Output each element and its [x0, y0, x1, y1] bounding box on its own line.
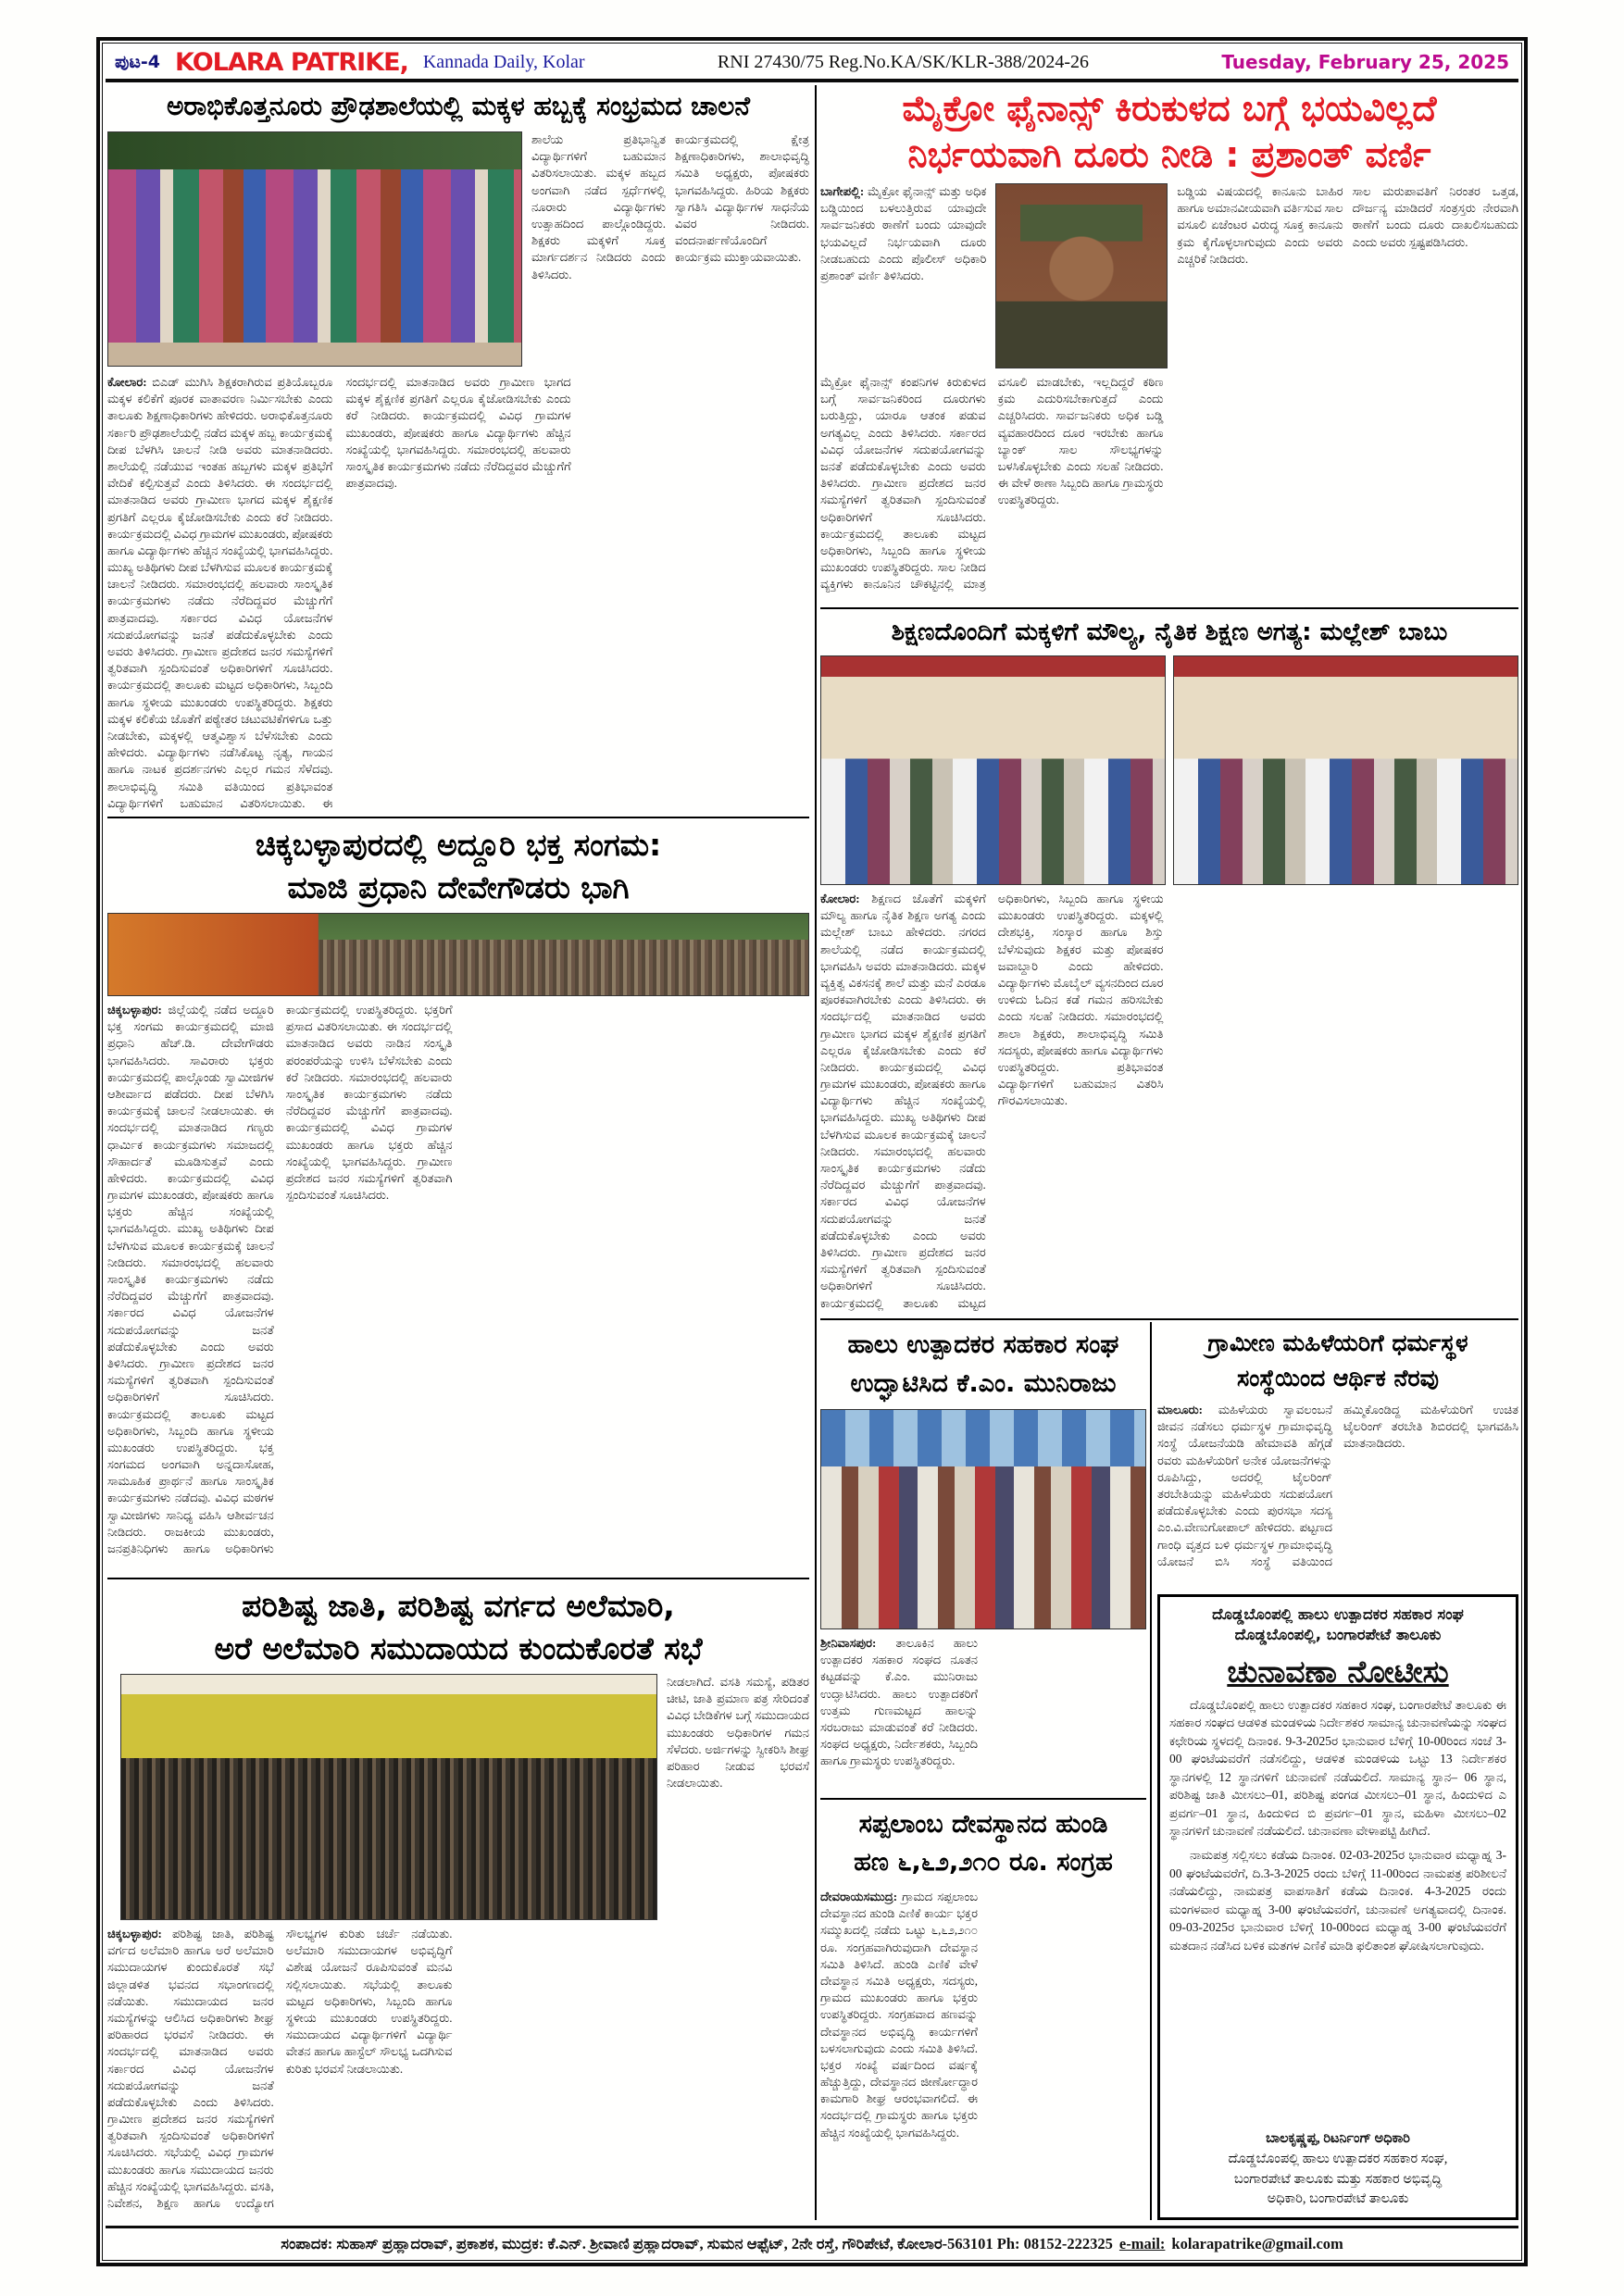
grievance-meet-dateline: ಚಿಕ್ಕಬಳ್ಳಾಪುರ:: [107, 1927, 162, 1940]
temple-hundi-dateline: ದೇವರಾಯಸಮುದ್ರ:: [820, 1890, 898, 1903]
notice-paragraph-2: ನಾಮಪತ್ರ ಸಲ್ಲಿಸಲು ಕಡೆಯ ದಿನಾಂಕ. 02-03-2025ರ ಭಾನುವಾರ ಮಧ್ಯಾಹ್ನ 3-00 ಘಂಟೆಯವರೆಗೆ, ದಿ.3-3-2025 ರಂದು ಬೆಳಿಗ್ಗೆ 11-00ರಿಂದ ನಾಮಪತ್ರ ಪರಿಶೀಲನೆ ನಡೆಯಲಿದ್ದು, ನಾಮಪತ್ರ ವಾಪಸಾತಿಗೆ ಕಡೆಯ ದಿನಾಂಕ. 4-3-2025 ರಂದು ಮಂಗಳವಾರ ಮಧ್ಯಾಹ್ನ 3-00 ಘಂಟೆಯವರೆಗೆ, ಚುನಾವಣೆ ಅಗತ್ಯವಾದಲ್ಲಿ ದಿನಾಂಕ. 09-03-2025ರ ಭಾನುವಾರ ಬೆಳಿಗ್ಗೆ 10-00ರಿಂದ ಮಧ್ಯಾಹ್ನ 3-00 ಘಂಟೆಯವರೆಗೆ ಮತದಾನ ನಡೆಸಿದ ಬಳಿಕ ಮತಗಳ ಎಣಿಕೆ ಮಾಡಿ ಫಲಿತಾಂಶ ಘೋಷಿಸಲಾಗುವುದು.: [1169, 1848, 1506, 1953]
notice-signatory-line3: ಬಂಗಾರಪೇಟೆ ತಾಲೂಕು ಮತ್ತು ಸಹಕಾರ ಅಭಿವೃದ್ಧಿ: [1233, 2171, 1443, 2187]
issue-date: Tuesday, February 25, 2025: [1221, 51, 1509, 73]
headline-bhakta-sangama: ಚಿಕ್ಕಬಳ್ಳಾಪುರದಲ್ಲಿ ಅದ್ದೂರಿ ಭಕ್ತ ಸಂಗಮ: ಮಾಜಿ ಪ್ರಧಾನಿ ದೇವೇಗೌಡರು ಭಾಗಿ: [255, 827, 662, 905]
notice-society-place: ದೊಡ್ಡಬೊಂಪಲ್ಲಿ, ಬಂಗಾರಪೇಟೆ ತಾಲೂಕು: [1234, 1626, 1442, 1644]
children-fest-body-text: ಬಿಎಡ್ ಮುಗಿಸಿ ಶಿಕ್ಷಕರಾಗಿರುವ ಪ್ರತಿಯೊಬ್ಬರೂ ಮಕ್ಕಳ ಕಲಿಕೆಗೆ ಪೂರಕ ವಾತಾವರಣ ನಿರ್ಮಿಸಬೇಕು ಎಂದು ತಾಲೂಕು ಶಿಕ್ಷಣಾಧಿಕಾರಿಗಳು ಹೇಳಿದರು. ಅರಾಭಿಕೊತ್ತನೂರು ಸರ್ಕಾರಿ ಪ್ರೌಢಶಾಲೆಯಲ್ಲಿ ನಡೆದ ಮಕ್ಕಳ ಹಬ್ಬ ಕಾರ್ಯಕ್ರಮಕ್ಕೆ ದೀಪ ಬೆಳಗಿಸಿ ಚಾಲನೆ ನೀಡಿ ಅವರು ಮಾತನಾಡಿದರು. ಶಾಲೆಯಲ್ಲಿ ನಡೆಯುವ ಇಂತಹ ಹಬ್ಬಗಳು ಮಕ್ಕಳ ಪ್ರತಿಭೆಗೆ ವೇದಿಕೆ ಕಲ್ಪಿಸುತ್ತವೆ ಎಂದು ತಿಳಿಸಿದರು. ಈ ಸಂದರ್ಭದಲ್ಲಿ ಮಾತನಾಡಿದ ಅವರು ಗ್ರಾಮೀಣ ಭಾಗದ ಮಕ್ಕಳ ಶೈಕ್ಷಣಿಕ ಪ್ರಗತಿಗೆ ಎಲ್ಲರೂ ಕೈಜೋಡಿಸಬೇಕು ಎಂದು ಕರೆ ನೀಡಿದರು. ಕಾರ್ಯಕ್ರಮದಲ್ಲಿ ವಿವಿಧ ಗ್ರಾಮಗಳ ಮುಖಂಡರು, ಪೋಷಕರು ಹಾಗೂ ವಿದ್ಯಾರ್ಥಿಗಳು ಹೆಚ್ಚಿನ ಸಂಖ್ಯೆಯಲ್ಲಿ ಭಾಗವಹಿಸಿದ್ದರು. ಮುಖ್ಯ ಅತಿಥಿಗಳು ದೀಪ ಬೆಳಗಿಸುವ ಮೂಲಕ ಕಾರ್ಯಕ್ರಮಕ್ಕೆ ಚಾಲನೆ ನೀಡಿದರು. ಸಮಾರಂಭದಲ್ಲಿ ಹಲವಾರು ಸಾಂಸ್ಕೃತಿಕ ಕಾರ್ಯಕ್ರಮಗಳು ನಡೆದು ನೆರೆದಿದ್ದವರ ಮೆಚ್ಚುಗೆಗೆ ಪಾತ್ರವಾದವು. ಸರ್ಕಾರದ ವಿವಿಧ ಯೋಜನೆಗಳ ಸದುಪಯೋಗವನ್ನು ಜನತೆ ಪಡೆದುಕೊಳ್ಳಬೇಕು ಎಂದು ಅವರು ತಿಳಿಸಿದರು. ಗ್ರಾಮೀಣ ಪ್ರದೇಶದ ಜನರ ಸಮಸ್ಯೆಗಳಿಗೆ ತ್ವರಿತವಾಗಿ ಸ್ಪಂದಿಸುವಂತೆ ಅಧಿಕಾರಿಗಳಿಗೆ ಸೂಚಿಸಿದರು. ಕಾರ್ಯಕ್ರಮದಲ್ಲಿ ತಾಲೂಕು ಮಟ್ಟದ ಅಧಿಕಾರಿಗಳು, ಸಿಬ್ಬಂದಿ ಹಾಗೂ ಸ್ಥಳೀಯ ಮುಖಂಡರು ಉಪಸ್ಥಿತರಿದ್ದರು. ಶಿಕ್ಷಕರು ಮಕ್ಕಳ ಕಲಿಕೆಯ ಜೊತೆಗೆ ಪಠ್ಯೇತರ ಚಟುವಟಿಕೆಗಳಿಗೂ ಒತ್ತು ನೀಡಬೇಕು, ಮಕ್ಕಳಲ್ಲಿ ಆತ್ಮವಿಶ್ವಾಸ ಬೆಳೆಸಬೇಕು ಎಂದು ಹೇಳಿದರು. ವಿದ್ಯಾರ್ಥಿಗಳು ನಡೆಸಿಕೊಟ್ಟ ನೃತ್ಯ, ಗಾಯನ ಹಾಗೂ ನಾಟಕ ಪ್ರದರ್ಶನಗಳು ಎಲ್ಲರ ಗಮನ ಸೆಳೆದವು. ಶಾಲಾಭಿವೃದ್ಧಿ ಸಮಿತಿ ವತಿಯಿಂದ ಪ್ರತಿಭಾವಂತ ವಿದ್ಯಾರ್ಥಿಗಳಿಗೆ ಬಹುಮಾನ ವಿತರಿಸಲಾಯಿತು. ಈ ಸಂದರ್ಭದಲ್ಲಿ ಮಾತನಾಡಿದ ಅವರು ಗ್ರಾಮೀಣ ಭಾಗದ ಮಕ್ಕಳ ಶೈಕ್ಷಣಿಕ ಪ್ರಗತಿಗೆ ಎಲ್ಲರೂ ಕೈಜೋಡಿಸಬೇಕು ಎಂದು ಕರೆ ನೀಡಿದರು. ಕಾರ್ಯಕ್ರಮದಲ್ಲಿ ವಿವಿಧ ಗ್ರಾಮಗಳ ಮುಖಂಡರು, ಪೋಷಕರು ಹಾಗೂ ವಿದ್ಯಾರ್ಥಿಗಳು ಹೆಚ್ಚಿನ ಸಂಖ್ಯೆಯಲ್ಲಿ ಭಾಗವಹಿಸಿದ್ದರು. ಸಮಾರಂಭದಲ್ಲಿ ಹಲವಾರು ಸಾಂಸ್ಕೃತಿಕ ಕಾರ್ಯಕ್ರಮಗಳು ನಡೆದು ನೆರೆದಿದ್ದವರ ಮೆಚ್ಚುಗೆಗೆ ಪಾತ್ರವಾದವು.: [107, 375, 571, 810]
notice-signatory-name: ಬಾಲಕೃಷ್ಣಪ್ಪ, ರಿಟರ್ನಿಂಗ್ ಅಧಿಕಾರಿ: [1266, 2131, 1410, 2146]
imprint-footer: [106, 2226, 1518, 2259]
bhakta-sangama-photo: [107, 913, 809, 996]
milk-union-photo: [820, 1409, 1146, 1629]
headline-grievance-meet: ಪರಿಶಿಷ್ಟ ಜಾತಿ, ಪರಿಶಿಷ್ಟ ವರ್ಗದ ಅಲೆಮಾರಿ, ಅರೆ ಅಲೆಮಾರಿ ಸಮುದಾಯದ ಕುಂದುಕೊರತೆ ಸಭೆ: [214, 1588, 703, 1666]
bhakta-sangama-body: [107, 1002, 809, 1574]
rule-under-milk-union: [820, 1798, 1146, 1800]
newspaper-tagline: Kannada Daily, Kolar: [422, 51, 585, 72]
micro-finance-side-col3: ಸಾಲ ಮರುಪಾವತಿಗೆ ನಿರಂತರ ಒತ್ತಡ, ದೌರ್ಜನ್ಯ ಮಾಡಿದರೆ ಸಂತ್ರಸ್ತರು ನೇರವಾಗಿ ಠಾಣೆಗೆ ಬಂದು ದೂರು ದಾಖಲಿಸಬಹುದು ಎಂದು ಅವರು ಸ್ಪಷ್ಟಪಡಿಸಿದರು.: [1352, 184, 1518, 249]
masthead: [106, 45, 1518, 82]
notice-signatory-line2: ದೊಡ್ಡಬೊಂಪಲ್ಲಿ ಹಾಲು ಉತ್ಪಾದಕರ ಸಹಕಾರ ಸಂಘ,: [1228, 2151, 1448, 2166]
temple-hundi-body: [820, 1889, 1146, 2220]
email-address: kolarapatrike@gmail.com: [1171, 2234, 1343, 2252]
value-education-dateline: ಕೋಲಾರ:: [820, 892, 860, 905]
page-frame: [96, 37, 1528, 2266]
children-fest-side-col1: ಶಾಲೆಯ ಪ್ರತಿಭಾನ್ವಿತ ವಿದ್ಯಾರ್ಥಿಗಳಿಗೆ ಬಹುಮಾನ ವಿತರಿಸಲಾಯಿತು. ಮಕ್ಕಳ ಹಬ್ಬದ ಅಂಗವಾಗಿ ನಡೆದ ಸ್ಪರ್ಧೆಗಳಲ್ಲಿ ನೂರಾರು ವಿದ್ಯಾರ್ಥಿಗಳು ಉತ್ಸಾಹದಿಂದ ಪಾಲ್ಗೊಂಡಿದ್ದರು. ಶಿಕ್ಷಕರು ಮಕ್ಕಳಿಗೆ ಸೂಕ್ತ ಮಾರ್ಗದರ್ಶನ ನೀಡಿದರು ಎಂದು ತಿಳಿಸಿದರು.: [531, 132, 666, 281]
temple-hundi-body-text: ಗ್ರಾಮದ ಸಪ್ಪಲಾಂಬ ದೇವಸ್ಥಾನದ ಹುಂಡಿ ಎಣಿಕೆ ಕಾರ್ಯ ಭಕ್ತರ ಸಮ್ಮುಖದಲ್ಲಿ ನಡೆದು ಒಟ್ಟು ೬,೬೨,೨೧೦ ರೂ. ಸಂಗ್ರಹವಾಗಿರುವುದಾಗಿ ದೇವಸ್ಥಾನ ಸಮಿತಿ ತಿಳಿಸಿದೆ. ಹುಂಡಿ ಎಣಿಕೆ ವೇಳೆ ದೇವಸ್ಥಾನ ಸಮಿತಿ ಅಧ್ಯಕ್ಷರು, ಸದಸ್ಯರು, ಗ್ರಾಮದ ಮುಖಂಡರು ಹಾಗೂ ಭಕ್ತರು ಉಪಸ್ಥಿತರಿದ್ದರು. ಸಂಗ್ರಹವಾದ ಹಣವನ್ನು ದೇವಸ್ಥಾನದ ಅಭಿವೃದ್ಧಿ ಕಾರ್ಯಗಳಿಗೆ ಬಳಸಲಾಗುವುದು ಎಂದು ಸಮಿತಿ ತಿಳಿಸಿದೆ. ಭಕ್ತರ ಸಂಖ್ಯೆ ವರ್ಷದಿಂದ ವರ್ಷಕ್ಕೆ ಹೆಚ್ಚುತ್ತಿದ್ದು, ದೇವಸ್ಥಾನದ ಜೀರ್ಣೋದ್ಧಾರ ಕಾಮಗಾರಿ ಶೀಘ್ರ ಆರಂಭವಾಗಲಿದೆ. ಈ ಸಂದರ್ಭದಲ್ಲಿ ಗ್ರಾಮಸ್ಥರು ಹಾಗೂ ಭಕ್ತರು ಹೆಚ್ಚಿನ ಸಂಖ್ಯೆಯಲ್ಲಿ ಭಾಗವಹಿಸಿದ್ದರು.: [820, 1890, 978, 2140]
grievance-meet-side-col: ನೀಡಲಾಗಿದೆ. ವಸತಿ ಸಮಸ್ಯೆ, ಪಡಿತರ ಚೀಟಿ, ಜಾತಿ ಪ್ರಮಾಣ ಪತ್ರ ಸೇರಿದಂತೆ ವಿವಿಧ ಬೇಡಿಕೆಗಳ ಬಗ್ಗೆ ಸಮುದಾಯದ ಮುಖಂಡರು ಅಧಿಕಾರಿಗಳ ಗಮನ ಸೆಳೆದರು. ಅರ್ಜಿಗಳನ್ನು ಸ್ವೀಕರಿಸಿ ಶೀಘ್ರ ಪರಿಹಾರ ನೀಡುವ ಭರವಸೆ ನೀಡಲಾಯಿತು.: [667, 1675, 809, 1791]
children-fest-body: [107, 374, 809, 813]
email-label: e-mail:: [1118, 2234, 1166, 2252]
grievance-meet-body: [107, 1926, 809, 2220]
milk-union-dateline: ಶ್ರೀನಿವಾಸಪುರ:: [820, 1636, 877, 1650]
page-number-label: ಪುಟ-4: [115, 52, 160, 72]
headline-micro-finance: ಮೈಕ್ರೋ ಫೈನಾನ್ಸ್ ಕಿರುಕುಳದ ಬಗ್ಗೆ ಭಯವಿಲ್ಲದೆ ನಿರ್ಭಯವಾಗಿ ದೂರು ನೀಡಿ : ಪ್ರಶಾಂತ್ ವರ್ಣಿ: [902, 88, 1437, 175]
value-education-body-text: ಶಿಕ್ಷಣದ ಜೊತೆಗೆ ಮಕ್ಕಳಿಗೆ ಮೌಲ್ಯ ಹಾಗೂ ನೈತಿಕ ಶಿಕ್ಷಣ ಅಗತ್ಯ ಎಂದು ಮಲ್ಲೇಶ್ ಬಾಬು ಹೇಳಿದರು. ನಗರದ ಶಾಲೆಯಲ್ಲಿ ನಡೆದ ಕಾರ್ಯಕ್ರಮದಲ್ಲಿ ಭಾಗವಹಿಸಿ ಅವರು ಮಾತನಾಡಿದರು. ಮಕ್ಕಳ ವ್ಯಕ್ತಿತ್ವ ವಿಕಸನಕ್ಕೆ ಶಾಲೆ ಮತ್ತು ಮನೆ ಎರಡೂ ಪೂರಕವಾಗಿರಬೇಕು ಎಂದು ತಿಳಿಸಿದರು. ಈ ಸಂದರ್ಭದಲ್ಲಿ ಮಾತನಾಡಿದ ಅವರು ಗ್ರಾಮೀಣ ಭಾಗದ ಮಕ್ಕಳ ಶೈಕ್ಷಣಿಕ ಪ್ರಗತಿಗೆ ಎಲ್ಲರೂ ಕೈಜೋಡಿಸಬೇಕು ಎಂದು ಕರೆ ನೀಡಿದರು. ಕಾರ್ಯಕ್ರಮದಲ್ಲಿ ವಿವಿಧ ಗ್ರಾಮಗಳ ಮುಖಂಡರು, ಪೋಷಕರು ಹಾಗೂ ವಿದ್ಯಾರ್ಥಿಗಳು ಹೆಚ್ಚಿನ ಸಂಖ್ಯೆಯಲ್ಲಿ ಭಾಗವಹಿಸಿದ್ದರು. ಮುಖ್ಯ ಅತಿಥಿಗಳು ದೀಪ ಬೆಳಗಿಸುವ ಮೂಲಕ ಕಾರ್ಯಕ್ರಮಕ್ಕೆ ಚಾಲನೆ ನೀಡಿದರು. ಸಮಾರಂಭದಲ್ಲಿ ಹಲವಾರು ಸಾಂಸ್ಕೃತಿಕ ಕಾರ್ಯಕ್ರಮಗಳು ನಡೆದು ನೆರೆದಿದ್ದವರ ಮೆಚ್ಚುಗೆಗೆ ಪಾತ್ರವಾದವು. ಸರ್ಕಾರದ ವಿವಿಧ ಯೋಜನೆಗಳ ಸದುಪಯೋಗವನ್ನು ಜನತೆ ಪಡೆದುಕೊಳ್ಳಬೇಕು ಎಂದು ಅವರು ತಿಳಿಸಿದರು. ಗ್ರಾಮೀಣ ಪ್ರದೇಶದ ಜನರ ಸಮಸ್ಯೆಗಳಿಗೆ ತ್ವರಿತವಾಗಿ ಸ್ಪಂದಿಸುವಂತೆ ಅಧಿಕಾರಿಗಳಿಗೆ ಸೂಚಿಸಿದರು. ಕಾರ್ಯಕ್ರಮದಲ್ಲಿ ತಾಲೂಕು ಮಟ್ಟದ ಅಧಿಕಾರಿಗಳು, ಸಿಬ್ಬಂದಿ ಹಾಗೂ ಸ್ಥಳೀಯ ಮುಖಂಡರು ಉಪಸ್ಥಿತರಿದ್ದರು. ಮಕ್ಕಳಲ್ಲಿ ದೇಶಭಕ್ತಿ, ಸಂಸ್ಕಾರ ಹಾಗೂ ಶಿಸ್ತು ಬೆಳೆಸುವುದು ಶಿಕ್ಷಕರ ಮತ್ತು ಪೋಷಕರ ಜವಾಬ್ದಾರಿ ಎಂದು ಹೇಳಿದರು. ವಿದ್ಯಾರ್ಥಿಗಳು ಮೊಬೈಲ್ ವ್ಯಸನದಿಂದ ದೂರ ಉಳಿದು ಓದಿನ ಕಡೆ ಗಮನ ಹರಿಸಬೇಕು ಎಂದು ಸಲಹೆ ನೀಡಿದರು. ಸಮಾರಂಭದಲ್ಲಿ ಶಾಲಾ ಶಿಕ್ಷಕರು, ಶಾಲಾಭಿವೃದ್ಧಿ ಸಮಿತಿ ಸದಸ್ಯರು, ಪೋಷಕರು ಹಾಗೂ ವಿದ್ಯಾರ್ಥಿಗಳು ಉಪಸ್ಥಿತರಿದ್ದರು. ಪ್ರತಿಭಾವಂತ ವಿದ್ಯಾರ್ಥಿಗಳಿಗೆ ಬಹುಮಾನ ವಿತರಿಸಿ ಗೌರವಿಸಲಾಯಿತು.: [820, 892, 1164, 1310]
children-fest-photo: [107, 131, 522, 367]
bhakta-sangama-dateline: ಚಿಕ್ಕಬಳ್ಳಾಪುರ:: [107, 1003, 162, 1017]
imprint-text: ಸಂಪಾದಕ: ಸುಹಾಸ್ ಪ್ರಹ್ಲಾದರಾವ್, ಪ್ರಕಾಶಕ, ಮುದ್ರಕ: ಕೆ.ಎನ್. ಶ್ರೀವಾಣಿ ಪ್ರಹ್ಲಾದರಾವ್, ಸುಮನ ಆಫ್ಸೆಟ್, 2ನೇ ರಸ್ತೆ, ಗೌರಿಪೇಟೆ, ಕೋಲಾರ-563101 Ph: 08152-222325: [281, 2234, 1113, 2252]
headline-temple-hundi: ಸಪ್ಪಲಾಂಬ ದೇವಸ್ಥಾನದ ಹುಂಡಿ ಹಣ ೬,೬೨,೨೧೦ ರೂ. ಸಂಗ್ರಹ: [854, 1810, 1113, 1877]
notice-signature: [1169, 2129, 1506, 2210]
headline-value-education: ಶಿಕ್ಷಣದೊಂದಿಗೆ ಮಕ್ಕಳಿಗೆ ಮೌಲ್ಯ, ನೈತಿಕ ಶಿಕ್ಷಣ ಅಗತ್ಯ: ಮಲ್ಲೇಶ್ ಬಾಬು: [891, 618, 1448, 646]
milk-union-body-text: ತಾಲೂಕಿನ ಹಾಲು ಉತ್ಪಾದಕರ ಸಹಕಾರ ಸಂಘದ ನೂತನ ಕಟ್ಟಡವನ್ನು ಕೆ.ಎಂ. ಮುನಿರಾಜು ಉದ್ಘಾಟಿಸಿದರು. ಹಾಲು ಉತ್ಪಾದಕರಿಗೆ ಉತ್ತಮ ಗುಣಮಟ್ಟದ ಹಾಲನ್ನು ಸರಬರಾಜು ಮಾಡುವಂತೆ ಕರೆ ನೀಡಿದರು. ಸಂಘದ ಅಧ್ಯಕ್ಷರು, ನಿರ್ದೇಶಕರು, ಸಿಬ್ಬಂದಿ ಹಾಗೂ ಗ್ರಾಮಸ್ಥರು ಉಪಸ್ಥಿತರಿದ್ದರು.: [820, 1636, 978, 1768]
bhakta-sangama-body-text: ಜಿಲ್ಲೆಯಲ್ಲಿ ನಡೆದ ಅದ್ದೂರಿ ಭಕ್ತ ಸಂಗಮ ಕಾರ್ಯಕ್ರಮದಲ್ಲಿ ಮಾಜಿ ಪ್ರಧಾನಿ ಹೆಚ್.ಡಿ. ದೇವೇಗೌಡರು ಭಾಗವಹಿಸಿದರು. ಸಾವಿರಾರು ಭಕ್ತರು ಕಾರ್ಯಕ್ರಮದಲ್ಲಿ ಪಾಲ್ಗೊಂಡು ಸ್ವಾಮೀಜಿಗಳ ಆಶೀರ್ವಾದ ಪಡೆದರು. ದೀಪ ಬೆಳಗಿಸಿ ಕಾರ್ಯಕ್ರಮಕ್ಕೆ ಚಾಲನೆ ನೀಡಲಾಯಿತು. ಈ ಸಂದರ್ಭದಲ್ಲಿ ಮಾತನಾಡಿದ ಗಣ್ಯರು ಧಾರ್ಮಿಕ ಕಾರ್ಯಕ್ರಮಗಳು ಸಮಾಜದಲ್ಲಿ ಸೌಹಾರ್ದತೆ ಮೂಡಿಸುತ್ತವೆ ಎಂದು ಹೇಳಿದರು. ಕಾರ್ಯಕ್ರಮದಲ್ಲಿ ವಿವಿಧ ಗ್ರಾಮಗಳ ಮುಖಂಡರು, ಪೋಷಕರು ಹಾಗೂ ಭಕ್ತರು ಹೆಚ್ಚಿನ ಸಂಖ್ಯೆಯಲ್ಲಿ ಭಾಗವಹಿಸಿದ್ದರು. ಮುಖ್ಯ ಅತಿಥಿಗಳು ದೀಪ ಬೆಳಗಿಸುವ ಮೂಲಕ ಕಾರ್ಯಕ್ರಮಕ್ಕೆ ಚಾಲನೆ ನೀಡಿದರು. ಸಮಾರಂಭದಲ್ಲಿ ಹಲವಾರು ಸಾಂಸ್ಕೃತಿಕ ಕಾರ್ಯಕ್ರಮಗಳು ನಡೆದು ನೆರೆದಿದ್ದವರ ಮೆಚ್ಚುಗೆಗೆ ಪಾತ್ರವಾದವು. ಸರ್ಕಾರದ ವಿವಿಧ ಯೋಜನೆಗಳ ಸದುಪಯೋಗವನ್ನು ಜನತೆ ಪಡೆದುಕೊಳ್ಳಬೇಕು ಎಂದು ಅವರು ತಿಳಿಸಿದರು. ಗ್ರಾಮೀಣ ಪ್ರದೇಶದ ಜನರ ಸಮಸ್ಯೆಗಳಿಗೆ ತ್ವರಿತವಾಗಿ ಸ್ಪಂದಿಸುವಂತೆ ಅಧಿಕಾರಿಗಳಿಗೆ ಸೂಚಿಸಿದರು. ಕಾರ್ಯಕ್ರಮದಲ್ಲಿ ತಾಲೂಕು ಮಟ್ಟದ ಅಧಿಕಾರಿಗಳು, ಸಿಬ್ಬಂದಿ ಹಾಗೂ ಸ್ಥಳೀಯ ಮುಖಂಡರು ಉಪಸ್ಥಿತರಿದ್ದರು. ಭಕ್ತ ಸಂಗಮದ ಅಂಗವಾಗಿ ಅನ್ನದಾಸೋಹ, ಸಾಮೂಹಿಕ ಪ್ರಾರ್ಥನೆ ಹಾಗೂ ಸಾಂಸ್ಕೃತಿಕ ಕಾರ್ಯಕ್ರಮಗಳು ನಡೆದವು. ವಿವಿಧ ಮಠಗಳ ಸ್ವಾಮೀಜಿಗಳು ಸಾನಿಧ್ಯ ವಹಿಸಿ ಆಶೀರ್ವಚನ ನೀಡಿದರು. ರಾಜಕೀಯ ಮುಖಂಡರು, ಜನಪ್ರತಿನಿಧಿಗಳು ಹಾಗೂ ಅಧಿಕಾರಿಗಳು ಕಾರ್ಯಕ್ರಮದಲ್ಲಿ ಉಪಸ್ಥಿತರಿದ್ದರು. ಭಕ್ತರಿಗೆ ಪ್ರಸಾದ ವಿತರಿಸಲಾಯಿತು. ಈ ಸಂದರ್ಭದಲ್ಲಿ ಮಾತನಾಡಿದ ಅವರು ನಾಡಿನ ಸಂಸ್ಕೃತಿ ಪರಂಪರೆಯನ್ನು ಉಳಿಸಿ ಬೆಳೆಸಬೇಕು ಎಂದು ಕರೆ ನೀಡಿದರು. ಸಮಾರಂಭದಲ್ಲಿ ಹಲವಾರು ಸಾಂಸ್ಕೃತಿಕ ಕಾರ್ಯಕ್ರಮಗಳು ನಡೆದು ನೆರೆದಿದ್ದವರ ಮೆಚ್ಚುಗೆಗೆ ಪಾತ್ರವಾದವು. ಕಾರ್ಯಕ್ರಮದಲ್ಲಿ ವಿವಿಧ ಗ್ರಾಮಗಳ ಮುಖಂಡರು ಹಾಗೂ ಭಕ್ತರು ಹೆಚ್ಚಿನ ಸಂಖ್ಯೆಯಲ್ಲಿ ಭಾಗವಹಿಸಿದ್ದರು. ಗ್ರಾಮೀಣ ಪ್ರದೇಶದ ಜನರ ಸಮಸ್ಯೆಗಳಿಗೆ ತ್ವರಿತವಾಗಿ ಸ್ಪಂದಿಸುವಂತೆ ಸೂಚಿಸಿದರು.: [107, 1003, 453, 1555]
grievance-meet-photo: [120, 1674, 657, 1920]
micro-finance-side-col1: [820, 183, 986, 368]
rule-under-micro-finance: [820, 607, 1518, 609]
registration-number: RNI 27430/75 Reg.No.KA/SK/KLR-388/2024-26: [717, 51, 1090, 72]
police-officer-photo: [995, 183, 1168, 368]
micro-finance-side-col2: ಬಡ್ಡಿಯ ವಿಷಯದಲ್ಲಿ ಕಾನೂನು ಬಾಹಿರ ಹಾಗೂ ಅಮಾನವೀಯವಾಗಿ ವರ್ತಿಸುವ ಸಾಲ ವಸೂಲಿ ಏಜೆಂಟರ ವಿರುದ್ಧ ಸೂಕ್ತ ಕಾನೂನು ಕ್ರಮ ಕೈಗೊಳ್ಳಲಾಗುವುದು ಎಂದು ಅವರು ಎಚ್ಚರಿಕೆ ನೀಡಿದರು.: [1177, 184, 1343, 266]
notice-signatory-line4: ಅಧಿಕಾರಿ, ಬಂಗಾರಪೇಟೆ ತಾಲೂಕು: [1267, 2191, 1409, 2207]
dharmasthala-body: [1157, 1402, 1518, 1587]
micro-finance-body: [820, 374, 1518, 604]
bottom-right-divider: [1150, 1322, 1152, 2220]
notice-society-name: ದೊಡ್ಡಬೊಂಪಲ್ಲಿ ಹಾಲು ಉತ್ಪಾದಕರ ಸಹಕಾರ ಸಂಘ: [1212, 1605, 1464, 1623]
headline-children-fest: ಅರಾಭಿಕೊತ್ತನೂರು ಪ್ರೌಢಶಾಲೆಯಲ್ಲಿ ಮಕ್ಕಳ ಹಬ್ಬಕ್ಕೆ ಸಂಭ್ರಮದ ಚಾಲನೆ: [166, 91, 751, 121]
rule-under-children-fest: [107, 817, 809, 818]
headline-milk-union: ಹಾಲು ಉತ್ಪಾದಕರ ಸಹಕಾರ ಸಂಘ ಉದ್ಘಾಟಿಸಿದ ಕೆ.ಎಂ. ಮುನಿರಾಜು: [847, 1330, 1119, 1398]
micro-finance-dateline: ಬಾಗೇಪಲ್ಲಿ:: [820, 184, 865, 198]
notice-paragraph-1: ದೊಡ್ಡಬೊಂಪಲ್ಲಿ ಹಾಲು ಉತ್ಪಾದಕರ ಸಹಕಾರ ಸಂಘ, ಬಂಗಾರಪೇಟೆ ತಾಲೂಕು ಈ ಸಹಕಾರ ಸಂಘದ ಆಡಳಿತ ಮಂಡಳಿಯ ನಿರ್ದೇಶಕರ ಸಾಮಾನ್ಯ ಚುನಾವಣೆಯನ್ನು ಸಂಘದ ಕಛೇರಿಯ ಸ್ಥಳದಲ್ಲಿ ದಿನಾಂಕ. 9-3-2025ರ ಭಾನುವಾರ ಬೆಳಿಗ್ಗೆ 10-00ರಿಂದ ಸಂಜೆ 3-00 ಘಂಟೆಯವರೆಗೆ ನಡೆಸಲಿದ್ದು, ಆಡಳಿತ ಮಂಡಳಿಯ ಒಟ್ಟು 13 ನಿರ್ದೇಶಕರ ಸ್ಥಾನಗಳಲ್ಲಿ 12 ಸ್ಥಾನಗಳಿಗೆ ಚುನಾವಣೆ ನಡೆಯಲಿದೆ. ಸಾಮಾನ್ಯ ಸ್ಥಾನ– 06 ಸ್ಥಾನ, ಪರಿಶಿಷ್ಟ ಜಾತಿ ಮೀಸಲು–01, ಪರಿಶಿಷ್ಟ ಪಂಗಡ ಮೀಸಲು–01 ಸ್ಥಾನ, ಹಿಂದುಳಿದ ಎ ಪ್ರವರ್ಗ–01 ಸ್ಥಾನ, ಹಿಂದುಳಿದ ಬಿ ಪ್ರವರ್ಗ–01 ಸ್ಥಾನ, ಮಹಿಳಾ ಮೀಸಲು–02 ಸ್ಥಾನಗಳಿಗೆ ಚುನಾವಣೆ ನಡೆಯಲಿದೆ. ಚುನಾವಣಾ ವೇಳಾಪಟ್ಟಿ ಹೀಗಿದೆ.: [1169, 1697, 1506, 1839]
headline-dharmasthala-aid: ಗ್ರಾಮೀಣ ಮಹಿಳೆಯರಿಗೆ ಧರ್ಮಸ್ಥಳ ಸಂಸ್ಥೆಯಿಂದ ಆರ್ಥಿಕ ನೆರವು: [1207, 1329, 1468, 1391]
election-notice-box: [1157, 1594, 1518, 2220]
dharmasthala-body-text: ಮಹಿಳೆಯರು ಸ್ವಾವಲಂಬನೆ ಜೀವನ ನಡೆಸಲು ಧರ್ಮಸ್ಥಳ ಗ್ರಾಮಾಭಿವೃದ್ಧಿ ಸಂಸ್ಥೆ ಯೋಜನೆಯಡಿ ಹೇಮಾವತಿ ಹೆಗ್ಗಡೆ ರವರು ಮಹಿಳೆಯರಿಗೆ ಅನೇಕ ಯೋಜನೆಗಳನ್ನು ರೂಪಿಸಿದ್ದು, ಅದರಲ್ಲಿ ಟೈಲರಿಂಗ್ ತರಬೇತಿಯನ್ನು ಮಹಿಳೆಯರು ಸದುಪಯೋಗ ಪಡೆದುಕೊಳ್ಳಬೇಕು ಎಂದು ಪುರಸಭಾ ಸದಸ್ಯ ಎಂ.ವಿ.ವೇಣುಗೋಪಾಲ್ ಹೇಳಿದರು. ಪಟ್ಟಣದ ಗಾಂಧಿ ವೃತ್ತದ ಬಳಿ ಧರ್ಮಸ್ಥಳ ಗ್ರಾಮಾಭಿವೃದ್ಧಿ ಯೋಜನೆ ಬಿಸಿ ಸಂಸ್ಥೆ ವತಿಯಿಂದ ಹಮ್ಮಿಕೊಂಡಿದ್ದ ಮಹಿಳೆಯರಿಗೆ ಉಚಿತ ಟೈಲರಿಂಗ್ ತರಬೇತಿ ಶಿಬಿರದಲ್ಲಿ ಭಾಗವಹಿಸಿ ಮಾತನಾಡಿದರು.: [1157, 1403, 1518, 1568]
notice-title: ಚುನಾವಣಾ ನೋಟೀಸು: [1227, 1653, 1449, 1690]
value-education-photo-right: [1173, 655, 1518, 885]
newspaper-brand: KOLARA PATRIKE,: [174, 47, 408, 77]
micro-finance-top-row: [820, 183, 1518, 368]
grievance-meet-top-row: [107, 1674, 809, 1920]
page-content: [106, 85, 1518, 2220]
children-fest-dateline: ಕೋಲಾರ:: [107, 375, 147, 389]
rule-under-value-education: [820, 1318, 1518, 1320]
value-education-body: [820, 891, 1518, 1315]
notice-body: [1169, 1696, 1506, 2129]
children-fest-top-row: [107, 131, 809, 367]
micro-finance-body-text: ಮೈಕ್ರೋ ಫೈನಾನ್ಸ್ ಕಂಪನಿಗಳ ಕಿರುಕುಳದ ಬಗ್ಗೆ ಸಾರ್ವಜನಿಕರಿಂದ ದೂರುಗಳು ಬರುತ್ತಿದ್ದು, ಯಾರೂ ಆತಂಕ ಪಡುವ ಅಗತ್ಯವಿಲ್ಲ ಎಂದು ತಿಳಿಸಿದರು. ಸರ್ಕಾರದ ವಿವಿಧ ಯೋಜನೆಗಳ ಸದುಪಯೋಗವನ್ನು ಜನತೆ ಪಡೆದುಕೊಳ್ಳಬೇಕು ಎಂದು ಅವರು ತಿಳಿಸಿದರು. ಗ್ರಾಮೀಣ ಪ್ರದೇಶದ ಜನರ ಸಮಸ್ಯೆಗಳಿಗೆ ತ್ವರಿತವಾಗಿ ಸ್ಪಂದಿಸುವಂತೆ ಅಧಿಕಾರಿಗಳಿಗೆ ಸೂಚಿಸಿದರು. ಕಾರ್ಯಕ್ರಮದಲ್ಲಿ ತಾಲೂಕು ಮಟ್ಟದ ಅಧಿಕಾರಿಗಳು, ಸಿಬ್ಬಂದಿ ಹಾಗೂ ಸ್ಥಳೀಯ ಮುಖಂಡರು ಉಪಸ್ಥಿತರಿದ್ದರು. ಸಾಲ ನೀಡಿದ ವ್ಯಕ್ತಿಗಳು ಕಾನೂನಿನ ಚೌಕಟ್ಟಿನಲ್ಲಿ ಮಾತ್ರ ವಸೂಲಿ ಮಾಡಬೇಕು, ಇಲ್ಲದಿದ್ದರೆ ಕಠಿಣ ಕ್ರಮ ಎದುರಿಸಬೇಕಾಗುತ್ತದೆ ಎಂದು ಎಚ್ಚರಿಸಿದರು. ಸಾರ್ವಜನಿಕರು ಅಧಿಕ ಬಡ್ಡಿ ವ್ಯವಹಾರದಿಂದ ದೂರ ಇರಬೇಕು ಹಾಗೂ ಬ್ಯಾಂಕ್ ಸಾಲ ಸೌಲಭ್ಯಗಳನ್ನು ಬಳಸಿಕೊಳ್ಳಬೇಕು ಎಂದು ಸಲಹೆ ನೀಡಿದರು. ಈ ವೇಳೆ ಠಾಣಾ ಸಿಬ್ಬಂದಿ ಹಾಗೂ ಗ್ರಾಮಸ್ಥರು ಉಪಸ್ಥಿತರಿದ್ದರು.: [820, 375, 1164, 592]
rule-under-bhakta-sangama: [107, 1578, 809, 1579]
grievance-meet-body-text: ಪರಿಶಿಷ್ಟ ಜಾತಿ, ಪರಿಶಿಷ್ಟ ವರ್ಗದ ಅಲೆಮಾರಿ ಹಾಗೂ ಅರೆ ಅಲೆಮಾರಿ ಸಮುದಾಯಗಳ ಕುಂದುಕೊರತೆ ಸಭೆ ಜಿಲ್ಲಾಡಳಿತ ಭವನದ ಸಭಾಂಗಣದಲ್ಲಿ ನಡೆಯಿತು. ಸಮುದಾಯದ ಜನರ ಸಮಸ್ಯೆಗಳನ್ನು ಆಲಿಸಿದ ಅಧಿಕಾರಿಗಳು ಶೀಘ್ರ ಪರಿಹಾರದ ಭರವಸೆ ನೀಡಿದರು. ಈ ಸಂದರ್ಭದಲ್ಲಿ ಮಾತನಾಡಿದ ಅವರು ಸರ್ಕಾರದ ವಿವಿಧ ಯೋಜನೆಗಳ ಸದುಪಯೋಗವನ್ನು ಜನತೆ ಪಡೆದುಕೊಳ್ಳಬೇಕು ಎಂದು ತಿಳಿಸಿದರು. ಗ್ರಾಮೀಣ ಪ್ರದೇಶದ ಜನರ ಸಮಸ್ಯೆಗಳಿಗೆ ತ್ವರಿತವಾಗಿ ಸ್ಪಂದಿಸುವಂತೆ ಅಧಿಕಾರಿಗಳಿಗೆ ಸೂಚಿಸಿದರು. ಸಭೆಯಲ್ಲಿ ವಿವಿಧ ಗ್ರಾಮಗಳ ಮುಖಂಡರು ಹಾಗೂ ಸಮುದಾಯದ ಜನರು ಹೆಚ್ಚಿನ ಸಂಖ್ಯೆಯಲ್ಲಿ ಭಾಗವಹಿಸಿದ್ದರು. ವಸತಿ, ನಿವೇಶನ, ಶಿಕ್ಷಣ ಹಾಗೂ ಉದ್ಯೋಗ ಸೌಲಭ್ಯಗಳ ಕುರಿತು ಚರ್ಚೆ ನಡೆಯಿತು. ಅಲೆಮಾರಿ ಸಮುದಾಯಗಳ ಅಭಿವೃದ್ಧಿಗೆ ವಿಶೇಷ ಯೋಜನೆ ರೂಪಿಸುವಂತೆ ಮನವಿ ಸಲ್ಲಿಸಲಾಯಿತು. ಸಭೆಯಲ್ಲಿ ತಾಲೂಕು ಮಟ್ಟದ ಅಧಿಕಾರಿಗಳು, ಸಿಬ್ಬಂದಿ ಹಾಗೂ ಸ್ಥಳೀಯ ಮುಖಂಡರು ಉಪಸ್ಥಿತರಿದ್ದರು. ಸಮುದಾಯದ ವಿದ್ಯಾರ್ಥಿಗಳಿಗೆ ವಿದ್ಯಾರ್ಥಿ ವೇತನ ಹಾಗೂ ಹಾಸ್ಟೆಲ್ ಸೌಲಭ್ಯ ಒದಗಿಸುವ ಕುರಿತು ಭರವಸೆ ನೀಡಲಾಯಿತು.: [107, 1927, 453, 2210]
center-column-divider: [815, 85, 817, 2220]
value-education-photo-left: [820, 655, 1166, 885]
dharmasthala-dateline: ಮಾಲೂರು:: [1157, 1403, 1204, 1416]
value-education-photos: [820, 655, 1518, 885]
children-fest-side-col2: ಕಾರ್ಯಕ್ರಮದಲ್ಲಿ ಕ್ಷೇತ್ರ ಶಿಕ್ಷಣಾಧಿಕಾರಿಗಳು, ಶಾಲಾಭಿವೃದ್ಧಿ ಸಮಿತಿ ಅಧ್ಯಕ್ಷರು, ಪೋಷಕರು ಭಾಗವಹಿಸಿದ್ದರು. ಹಿರಿಯ ಶಿಕ್ಷಕರು ಸ್ವಾಗತಿಸಿ ವಿದ್ಯಾರ್ಥಿಗಳ ಸಾಧನೆಯ ವಿವರ ನೀಡಿದರು. ವಂದನಾರ್ಪಣೆಯೊಂದಿಗೆ ಕಾರ್ಯಕ್ರಮ ಮುಕ್ತಾಯವಾಯಿತು.: [675, 132, 809, 265]
micro-finance-side1-text: ಮೈಕ್ರೋ ಫೈನಾನ್ಸ್ ಮತ್ತು ಅಧಿಕ ಬಡ್ಡಿಯಿಂದ ಬಳಲುತ್ತಿರುವ ಯಾವುದೇ ಸಾರ್ವಜನಿಕರು ಠಾಣೆಗೆ ಬಂದು ಯಾವುದೇ ಭಯವಿಲ್ಲದೆ ನಿರ್ಭಯವಾಗಿ ದೂರು ನೀಡಬಹುದು ಎಂದು ಪೊಲೀಸ್ ಅಧಿಕಾರಿ ಪ್ರಶಾಂತ್ ವರ್ಣಿ ತಿಳಿಸಿದರು.: [820, 184, 987, 282]
milk-union-body: [820, 1635, 1146, 1794]
